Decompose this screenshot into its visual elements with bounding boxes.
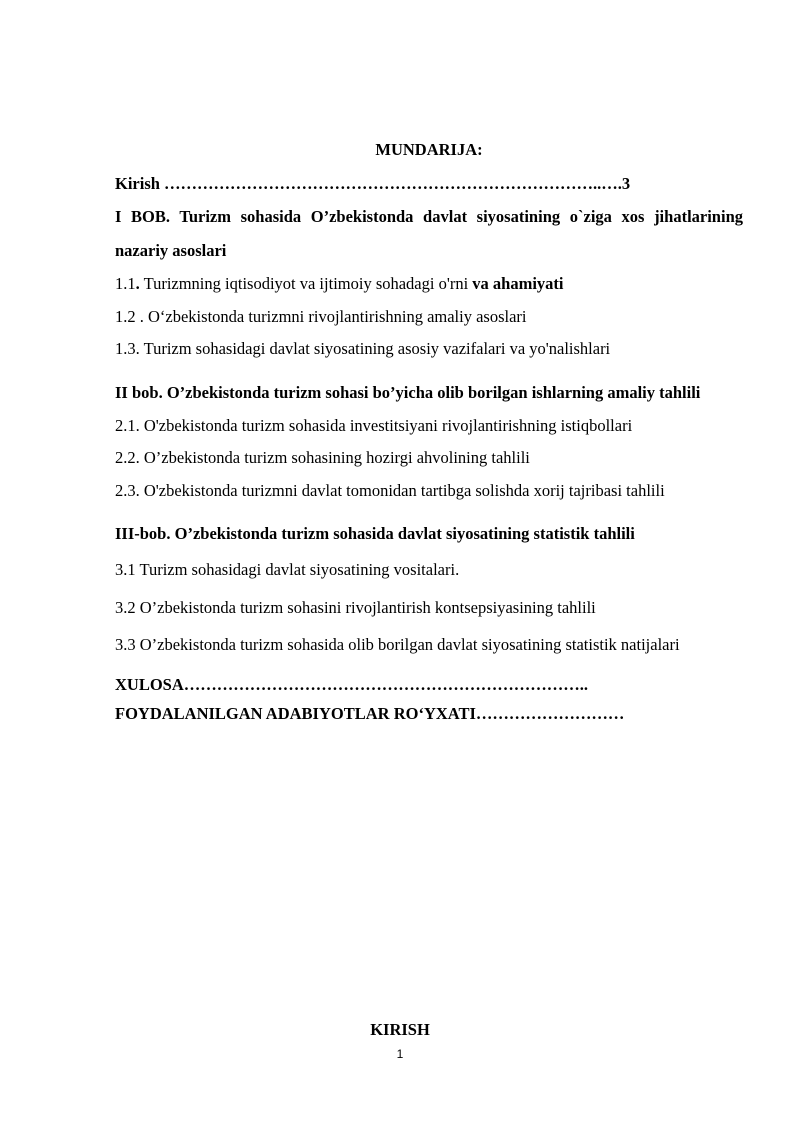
page-number: 1 [396, 1047, 404, 1061]
toc-item-1-3: 1.3. Turizm sohasidagi davlat siyosatining asosiy vazifalari va yo'nalishlari [115, 339, 611, 358]
table-of-contents [115, 138, 743, 727]
toc-item-1-1-text: Turizmning iqtisodiyot va ijtimoiy sohadagi o'rni [139, 274, 473, 293]
chapter2-heading: II bob. O’zbekistonda turizm sohasi bo’yicha olib borilgan ishlarning amaliy tahlili [115, 382, 701, 402]
next-section-heading: KIRISH [370, 1020, 430, 1039]
chapter1-heading: I BOB. Turizm sohasida O’zbekistonda davlat siyosatining o`ziga xos jihatlarining nazariy asoslari [115, 207, 743, 260]
toc-item-2-2: 2.2. O’zbekistonda turizm sohasining hozirgi ahvolining tahlili [115, 448, 530, 467]
toc-item-1-1-dot: . [135, 274, 140, 293]
toc-item-2-1: 2.1. O'zbekistonda turizm sohasida investitsiyani rivojlantirishning istiqbollari [115, 415, 633, 435]
toc-item-1-1-number: 1.1 [115, 274, 136, 293]
toc-item-3-1: 3.1 Turizm sohasidagi davlat siyosatining vositalari. [115, 560, 460, 579]
toc-intro-entry: Kirish ……………………………………………………………………..….3 [115, 174, 631, 193]
toc-item-3-3: 3.3 O’zbekistonda turizm sohasida olib borilgan davlat siyosatining statistik natijalari [115, 635, 680, 654]
chapter3-heading: III-bob. O’zbekistonda turizm sohasida davlat siyosatining statistik tahlili [115, 524, 635, 543]
toc-item-1-1-bold-tail: va ahamiyati [472, 274, 564, 293]
toc-item-2-3: 2.3. O'zbekistonda turizmni davlat tomonidan tartibga solishda xorij tajribasi tahlili [115, 480, 665, 500]
toc-item-1-2: 1.2 . O‘zbekistonda turizmni rivojlantirishning amaliy asoslari [115, 306, 527, 326]
toc-item-3-2: 3.2 O’zbekistonda turizm sohasini rivojlantirish kontsepsiyasining tahlili [115, 598, 596, 617]
toc-references-entry: FOYDALANILGAN ADABIYOTLAR RO‘YXATI……………………… [115, 704, 625, 723]
toc-title: MUNDARIJA: [375, 140, 483, 159]
toc-item-1-1 [115, 268, 743, 301]
toc-conclusion-entry: XULOSA……………………………………………………………….. [115, 675, 589, 694]
